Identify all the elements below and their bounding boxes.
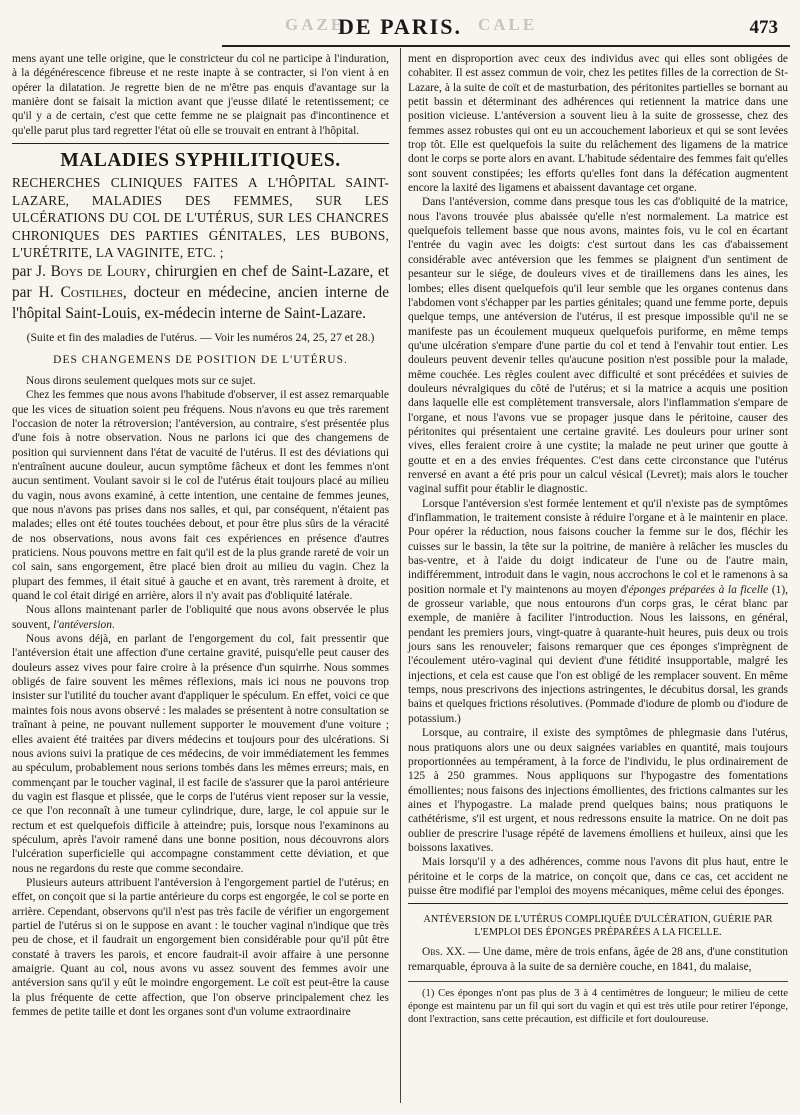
emphasis-text: l'antéversion [53, 618, 112, 631]
observation-paragraph [408, 945, 788, 974]
paragraph: Mais lorsqu'il y a des adhérences, comme nous l'avons dit plus haut, entre le péritoine et le corps de la matrice, on conçoit que, dans ce cas, cet accident ne puisse être modifié par l'emploi des moyens mécaniques, même celui des éponges. [408, 856, 788, 897]
section-rule-top [12, 143, 389, 144]
page-header [0, 0, 800, 44]
case-heading: ANTÉVERSION DE L'UTÉRUS COMPLIQUÉE D'ULCÉRATION, GUÉRIE PAR L'EMPLOI DES ÉPONGES PRÉPARÉES A LA FICELLE. [423, 914, 773, 939]
paragraph-text: Lorsque l'antéversion s'est formée lentement et qu'il n'existe pas de symptômes d'inflammation, le traitement consiste à réduire l'organe et à le maintenir en place. Pour opérer la réduction, nous faisons coucher la femme sur le dos, fléchir les cuisses sur le bassin, la tête sur la poitrine, de manière à relâcher les muscles du bas-ventre, et à l'aide du doigt indicateur de l'une ou de l'autre main, indifféremment, introduit dans le vagin, nous accrochons le col et le ramenons à sa position normale et l'y maintenons au moyen d' [408, 497, 788, 596]
article-subtitle: RECHERCHES CLINIQUES FAITES A L'HÔPITAL SAINT-LAZARE, MALADIES DES FEMMES, SUR LES ULCÉRATIONS DU COL DE L'UTÉRUS, SUR LES CHANCRES CHRONIQUES DES PARTIES GÉNITALES, LES BUBONS, L'URÉTRITE, LA VAGINITE, ETC. ; [12, 175, 389, 261]
paragraph: Lorsque, au contraire, il existe des symptômes de phlegmasie dans l'utérus, nous pratiquons alors une ou deux saignées variables en quantité, mais toujours proportionnées au tempérament, à la force de l'individu, le plus ordinairement de 125 à 250 grammes. Nous appliquons sur l'hypogastre des fomentations émollientes; nous faisons des injections émollientes, des frictions calmantes sur les aines et l'hypogastre. La malade prend quelques bains; nous pratiquons le cathétérisme, s'il est urgent, et nous redressons ensuite la matrice. On ne doit pas oublier de prescrire l'usage répété de lavemens émolliens et huileux, ainsi que les boissons laxatives. [408, 727, 788, 854]
author-name-2: Costilhes [60, 284, 123, 302]
observation-text: — Une dame, mère de trois enfans, âgée de 28 ans, d'une constitution remarquable, éprouva à la suite de sa dernière couche, en 1841, du malaise, [408, 946, 788, 973]
article-authors [12, 262, 389, 324]
footnote-rule [408, 981, 788, 982]
paragraph-text: . [111, 618, 115, 631]
right-column [408, 52, 788, 1027]
authors-text-1: par J. [12, 263, 51, 281]
section-heading: DES CHANGEMENS DE POSITION DE L'UTÉRUS. [53, 353, 348, 366]
paragraph [12, 603, 389, 632]
authors-text-3: , docteur en médecine, ancien interne de l'hôpital Saint-Louis, ex-médecin interne de Saint-Lazare. [12, 284, 389, 322]
paragraph [408, 497, 788, 727]
footnote: (1) Ces éponges n'ont pas plus de 3 à 4 centimètres de longueur; le milieu de cette éponge est maintenu par un fil qui sort du vagin et qui est très utile pour retirer l'éponge, dont l'extraction, sans cette précaution, est difficile et fort douloureuse. [408, 987, 788, 1025]
article-title: MALADIES SYPHILITIQUES. [60, 150, 341, 172]
paragraph: Nous avons déjà, en parlant de l'engorgement du col, fait pressentir que l'antéversion était une affection d'une certaine gravité, puisqu'elle peut causer des douleurs assez vives pour faire croire à la présence d'un squirrhe. Nous sommes obligés de faire souvent les mêmes réflexions, mais ici nous ne pouvons trop insister sur l'utilité du toucher avant d'appliquer le spéculum. En effet, voici ce que maintes fois nous avons observé : les malades se présentent à notre consultation se traînant à peine, ne pouvant nullement supporter le mouvement d'une voiture ; elles avaient été traitées par divers médecins et toujours pour des ulcérations. Si nous avions suivi la pratique de ces médecins, de voir immédiatement les femmes au spéculum, probablement nous serions tombés dans les mêmes erreurs; mais, en commençant par le toucher vaginal, il est facile de s'assurer que la paroi antérieure du vagin est flasque et plissée, que le corps de l'utérus vient reposer sur la vessie, ce que l'on reconnaît à une tumeur cylindrique, dure, large, le col appuie sur le rectum et est quelquefois difficile à atteindre; puis, lorsque nous l'examinons au spéculum, après l'avoir ramené dans une bonne position, nous découvrons alors l'ulcération superficielle qui accompagne constamment cette déviation, et que nous ne regardons du reste que comme secondaire. [12, 633, 389, 875]
paragraph: Chez les femmes que nous avons l'habitude d'observer, il est assez remarquable que les vices de situation soient peu fréquens. Nous n'avons eu que très rarement l'occasion de noter la rétroversion; l'antéversion, au contraire, s'est présentée plus d'une fois à notre observation. Nous ne parlons ici que des changemens de position qui surviennent dans l'état de vacuité de l'utérus. Il est des déviations qui n'entraînent aucune douleur, aucun symptôme fâcheux et dont les femmes n'ont aucun sentiment. Voulant savoir si le col de l'utérus était toujours placé au milieu du vagin, nous avons examiné, à cette intention, une centaine de femmes jeunes, que nous n'avons pas prises dans nos salles, et qui, par conséquent, n'étaient pas malades; elles ont été toutes touchées debout, et pour être plus sûrs de la véracité de nos observations, nous avons fait ces expériences en présence d'autres praticiens. Nous pouvons mettre en fait qu'il est de la plus grande rareté de voir un col sain, sans engorgement, être placé bien droit au milieu du vagin. Chez la plupart des femmes, il était situé à gauche et en avant, très rarement à droite, et quand le col était dirigé en arrière, alors il n'y avait pas d'obliquité latérale. [12, 389, 389, 603]
paragraph: Plusieurs auteurs attribuent l'antéversion à l'engorgement partiel de l'utérus; en effet, on conçoit que si la partie antérieure du corps est engorgée, le col se porte en arrière. Cependant, observons qu'il n'est pas très facile de vérifier un engorgement partiel de l'utérus si on le suppose en avant : le toucher vaginal n'indique que très peu de chose, et il faudrait un engorgement bien considérable pour qu'il pût être constaté à travers les parois, et encore faudrait-il avoir affaire à une personne amaigrie. Quant au col, nous avons vu assez souvent des femmes avoir une antéversion sans qu'il y eût le moindre engorgement. Le coït est peut-être la cause la plus fréquente de cette affection, que l'on observe principalement chez les femmes de petite taille et dont les organes sont d'un volume extraordinaire [12, 876, 389, 1019]
continuation-note: (Suite et fin des maladies de l'utérus. — Voir les numéros 24, 25, 27 et 28.) [26, 331, 375, 345]
paragraph: ment en disproportion avec ceux des individus avec qui elles sont obligées de cohabiter. Il est assez commun de voir, chez les petites filles de la correction de St-Lazare, à la suite de coït et de masturbation, des péritonites partielles se bornant au petit bassin et déterminant des adhérences qui retiennent la matrice dans une position vicieuse. L'antéversion a souvent lieu à la suite de grossesse, chez des femmes assez robustes qui ont eu un accouchement laborieux et qui se sont levées trop tôt. Elle est quelquefois la suite du relâchement des ligamens de la matrice dont le corps se porte alors en avant. L'habitude sédentaire des femmes fait qu'elles sont souvent constipées; les efforts qu'elles font dans la défécation augmentent encore la laxité des ligamens et abaissent davantage cet organe. [408, 53, 788, 195]
column-divider [400, 48, 401, 1103]
emphasis-text: éponges préparées à la ficelle [628, 583, 769, 596]
author-name-1: Boys de Loury [50, 263, 147, 281]
observation-label: Obs. XX. [422, 946, 466, 959]
paragraph-text: Nous allons maintenant parler de l'obliquité que nous avons observée le plus souvent, [12, 604, 389, 631]
header-ghost-left: GAZE [285, 15, 346, 34]
paragraph: Dans l'antéversion, comme dans presque tous les cas d'obliquité de la matrice, nous l'avons trouvée plus abaissée qu'elle n'est normalement. La matrice est quelquefois tellement basse que nous avons, maintes fois, vu le col en écartant l'entrée du vagin avec les doigts: c'est surtout dans les cas d'abaissement considérable avec antéversion que les femmes se plaignent d'un sentiment de pesanteur sur le siége, de douleurs vives et de tiraillemens dans les aines, les lombes; elles disent quelquefois qu'il leur semble que les organes contenus dans l'abdomen vont s'échapper par les parties génitales; quand une femme porte, depuis quelque temps, une antéversion de l'utérus, il est presque impossible qu'il ne se manifeste pas un écoulement muqueux quelquefois puriforme, en même temps qu'une ulcération s'empare d'une partie du col et tend à l'envahir tout entier. Les douleurs peuvent devenir telles qu'aucune position n'est possible pour la malade, même couchée. Les règles coulent avec difficulté et sont précédées et suivies de douleurs névralgiques du côté de l'utérus; et si la matrice a acquis une position dans laquelle elle est complètement transversale, alors l'inflammation s'empare de l'organe, et nous l'avons vue se propager jusque dans le péritoine, causer des péritonites qui présentaient une certaine gravité. Les douleurs pour uriner sont vives, elles feraient croire à une cystite; la malade ne peut uriner que goutte à goutte et en a des envies fréquentes. C'est dans cette circonstance que l'utérus renversé en avant a été pris pour un calcul vésical (Levret); mais alors le toucher vaginal suffit pour établir le diagnostic. [408, 196, 788, 496]
authors-text-2: , chirurgien en chef de Saint-Lazare, et par H. [12, 263, 389, 302]
header-ghost-right: CALE [478, 15, 538, 34]
page-number: 473 [749, 17, 778, 38]
case-rule [408, 903, 788, 904]
paragraph: Nous dirons seulement quelques mots sur ce sujet. [26, 374, 256, 387]
intro-paragraph: mens ayant une telle origine, que le constricteur du col ne participe à l'induration, à la dégénérescence fibreuse et ne reste inapte à se contracter, si l'on vient à en opérer la dilatation. Je regrette bien de ne m'être pas enquis d'avantage sur la manière dont se faisait la miction avant que j'eusse dilaté le retentissement; ce qu'il y a de certain, c'est que cette femme ne se plaignait pas d'incontinence et qu'elle parut plus tard regretter l'état où elle se trouvait en entrant à l'hôpital. [12, 53, 389, 137]
left-column [12, 52, 389, 1019]
header-title: DE PARIS. [338, 14, 462, 39]
header-rule [222, 45, 790, 47]
paragraph-text: (1), de grosseur variable, que nous entourons d'un corps gras, le cérat blanc par exemple, de manière à faciliter l'introduction. Nous les laissons, en général, pendant les premiers jours, vingt-quatre à quarante-huit heures, puis deux ou trois jours sans les renouveler; faisons remarquer que ces éponges s'imprègnent de l'écoulement utéro-vaginal qui devient d'une fétidité insupportable, malgré les injections, et cela est cause que l'on est obligé de les remplacer souvent. En même temps, nous prescrivons des injections astringentes, le décubitus dorsal, les grands bains et quelques frictions résolutives. (Pommade d'iodure de plomb ou d'iodure de potassium.) [408, 583, 788, 725]
